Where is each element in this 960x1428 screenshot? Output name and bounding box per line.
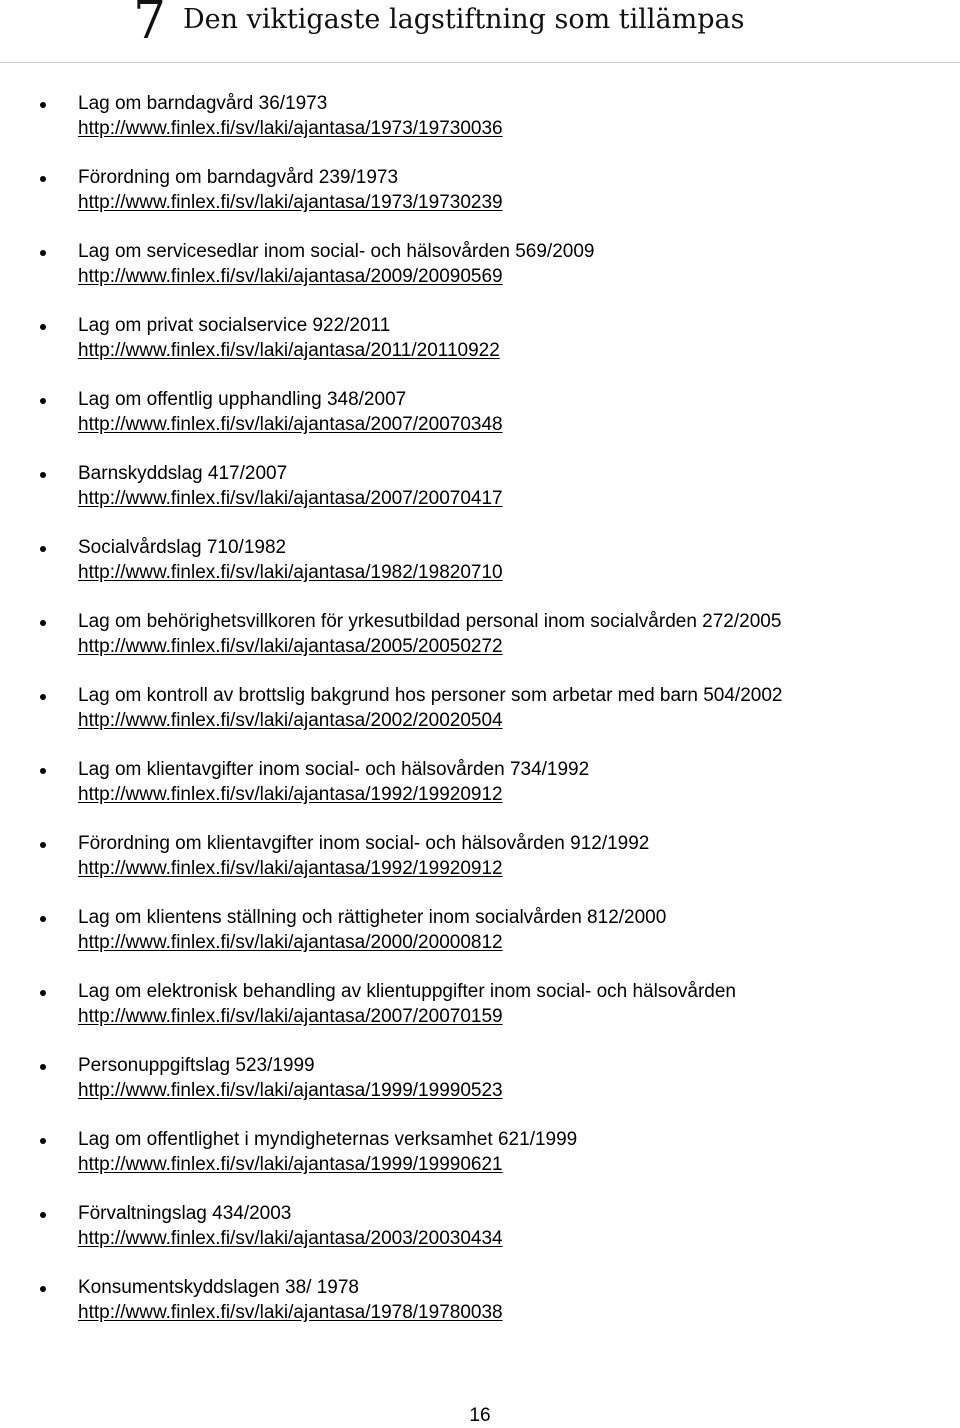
law-title: Förordning om klientavgifter inom social- och hälsovården 912/1992: [78, 833, 650, 854]
law-title: Barnskyddslag 417/2007: [78, 463, 288, 484]
law-item: [0, 313, 960, 387]
law-link[interactable]: http://www.finlex.fi/sv/laki/ajantasa/2007/20070159: [78, 1006, 503, 1027]
chapter-header: [0, 0, 960, 63]
law-title: Socialvårdslag 710/1982: [78, 537, 287, 558]
page-number: 16: [469, 1405, 491, 1426]
law-title: Lag om behörighetsvillkoren för yrkesutbildad personal inom socialvården 272/2005: [78, 611, 782, 632]
law-item: [0, 1201, 960, 1275]
law-title: Konsumentskyddslagen 38/ 1978: [78, 1277, 359, 1298]
law-list: [0, 91, 960, 1349]
law-title: Lag om klientens ställning och rättigheter inom socialvården 812/2000: [78, 907, 667, 928]
bullet-icon: [40, 250, 46, 256]
law-link[interactable]: http://www.finlex.fi/sv/laki/ajantasa/2011/20110922: [78, 340, 500, 361]
law-title: Förordning om barndagvård 239/1973: [78, 167, 399, 188]
law-title: Lag om kontroll av brottslig bakgrund hos personer som arbetar med barn 504/2002: [78, 685, 783, 706]
bullet-icon: [40, 546, 46, 552]
bullet-icon: [40, 472, 46, 478]
bullet-icon: [40, 916, 46, 922]
law-link[interactable]: http://www.finlex.fi/sv/laki/ajantasa/1982/19820710: [78, 562, 503, 583]
bullet-icon: [40, 768, 46, 774]
law-link[interactable]: http://www.finlex.fi/sv/laki/ajantasa/1992/19920912: [78, 784, 503, 805]
law-item: [0, 387, 960, 461]
bullet-icon: [40, 990, 46, 996]
law-link[interactable]: http://www.finlex.fi/sv/laki/ajantasa/1973/19730239: [78, 192, 503, 213]
law-link[interactable]: http://www.finlex.fi/sv/laki/ajantasa/2002/20020504: [78, 710, 503, 731]
law-item: [0, 165, 960, 239]
law-link[interactable]: http://www.finlex.fi/sv/laki/ajantasa/1999/19990621: [78, 1154, 503, 1175]
law-link[interactable]: http://www.finlex.fi/sv/laki/ajantasa/1973/19730036: [78, 118, 503, 139]
bullet-icon: [40, 176, 46, 182]
law-link[interactable]: http://www.finlex.fi/sv/laki/ajantasa/1992/19920912: [78, 858, 503, 879]
law-link[interactable]: http://www.finlex.fi/sv/laki/ajantasa/2000/20000812: [78, 932, 503, 953]
bullet-icon: [40, 1212, 46, 1218]
law-link[interactable]: http://www.finlex.fi/sv/laki/ajantasa/2009/20090569: [78, 266, 503, 287]
chapter-title: Den viktigaste lagstiftning som tillämpas: [183, 4, 745, 35]
law-item: [0, 461, 960, 535]
law-title: Personuppgiftslag 523/1999: [78, 1055, 315, 1076]
law-item: [0, 1053, 960, 1127]
bullet-icon: [40, 1286, 46, 1292]
bullet-icon: [40, 1138, 46, 1144]
law-link[interactable]: http://www.finlex.fi/sv/laki/ajantasa/2003/20030434: [78, 1228, 503, 1249]
law-item: [0, 535, 960, 609]
law-item: [0, 683, 960, 757]
law-link[interactable]: http://www.finlex.fi/sv/laki/ajantasa/1978/19780038: [78, 1302, 503, 1323]
law-item: [0, 1275, 960, 1349]
law-link[interactable]: http://www.finlex.fi/sv/laki/ajantasa/2007/20070417: [78, 488, 503, 509]
chapter-number: 7: [133, 0, 167, 51]
bullet-icon: [40, 398, 46, 404]
bullet-icon: [40, 842, 46, 848]
law-title: Lag om offentlig upphandling 348/2007: [78, 389, 407, 410]
law-item: [0, 239, 960, 313]
bullet-icon: [40, 324, 46, 330]
bullet-icon: [40, 1064, 46, 1070]
law-title: Lag om elektronisk behandling av klientuppgifter inom social- och hälsovården: [78, 981, 736, 1002]
law-item: [0, 91, 960, 165]
law-item: [0, 609, 960, 683]
law-title: Lag om servicesedlar inom social- och hälsovården 569/2009: [78, 241, 595, 262]
law-title: Lag om barndagvård 36/1973: [78, 93, 328, 114]
bullet-icon: [40, 102, 46, 108]
law-title: Lag om offentlighet i myndigheternas verksamhet 621/1999: [78, 1129, 578, 1150]
law-item: [0, 757, 960, 831]
law-link[interactable]: http://www.finlex.fi/sv/laki/ajantasa/2007/20070348: [78, 414, 503, 435]
law-item: [0, 979, 960, 1053]
law-title: Lag om privat socialservice 922/2011: [78, 315, 391, 336]
law-item: [0, 831, 960, 905]
bullet-icon: [40, 694, 46, 700]
law-link[interactable]: http://www.finlex.fi/sv/laki/ajantasa/2005/20050272: [78, 636, 503, 657]
law-link[interactable]: http://www.finlex.fi/sv/laki/ajantasa/1999/19990523: [78, 1080, 503, 1101]
bullet-icon: [40, 620, 46, 626]
law-title: Förvaltningslag 434/2003: [78, 1203, 292, 1224]
law-item: [0, 1127, 960, 1201]
law-title: Lag om klientavgifter inom social- och hälsovården 734/1992: [78, 759, 590, 780]
law-item: [0, 905, 960, 979]
